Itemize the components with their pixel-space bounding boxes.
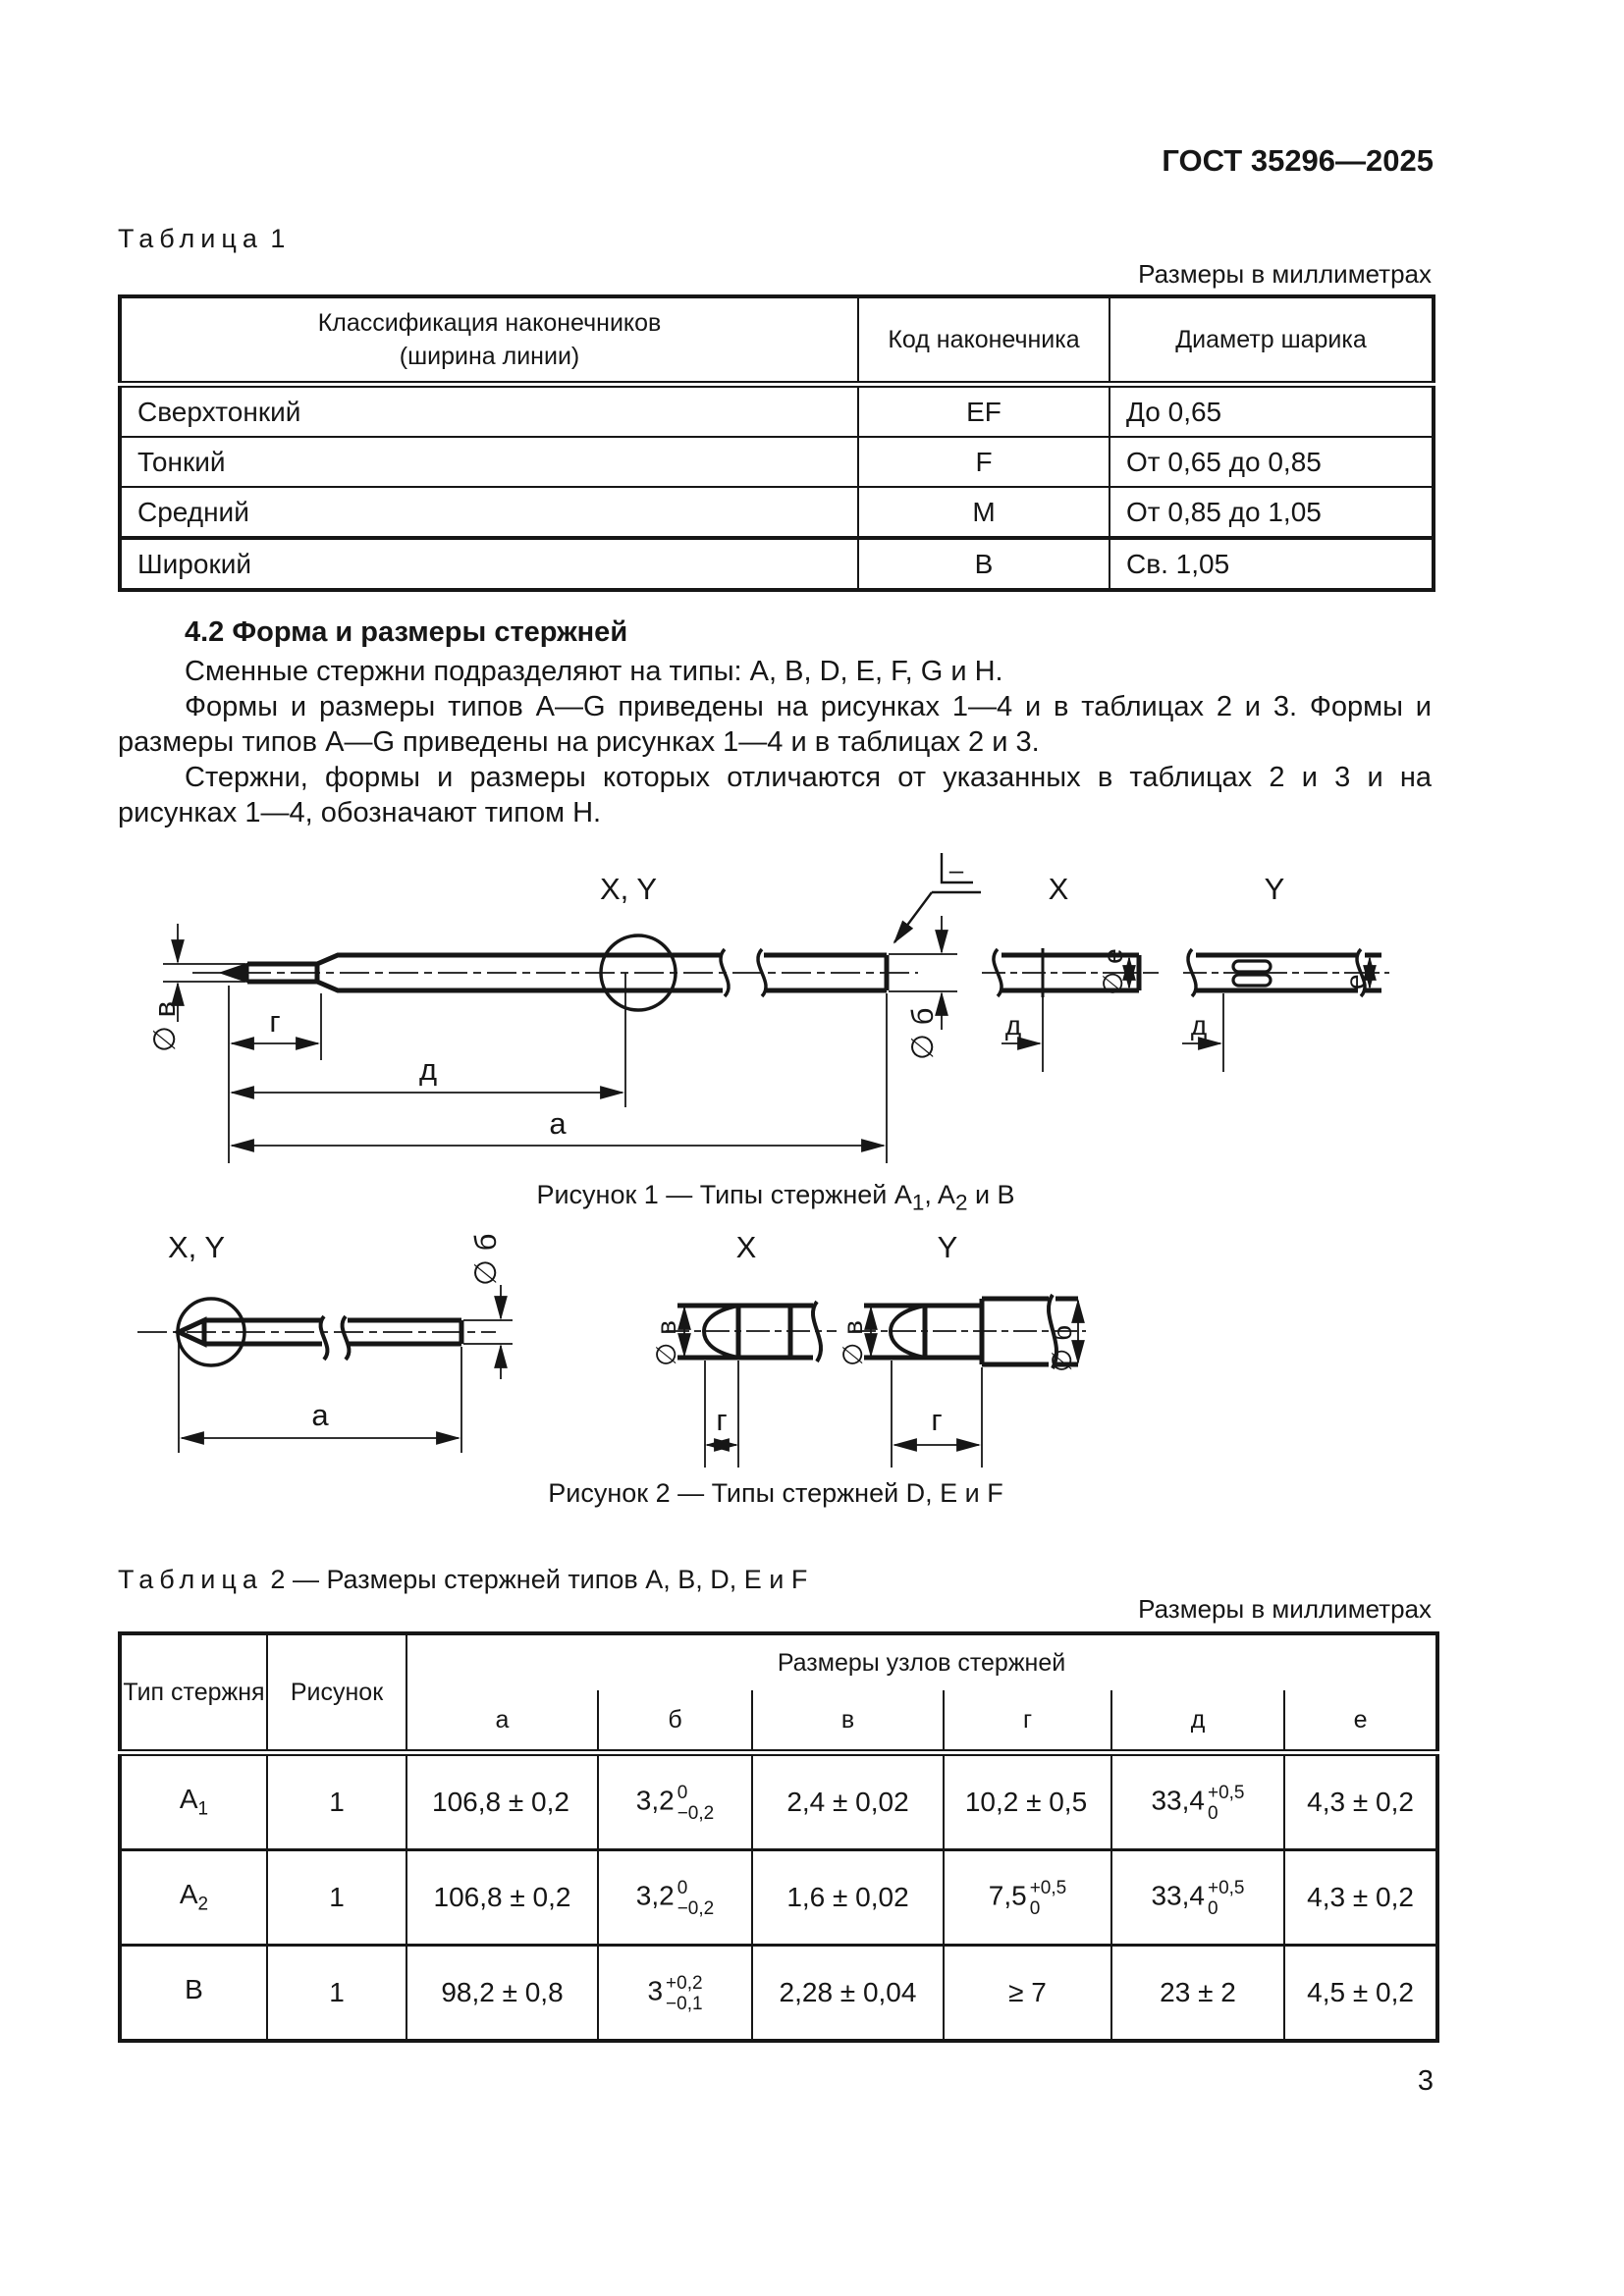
figure1-caption bbox=[118, 1180, 1434, 1215]
table2-units-note: Размеры в миллиметрах bbox=[1138, 1594, 1432, 1624]
type-sub: 1 bbox=[197, 1798, 209, 1820]
cell-g bbox=[944, 1946, 1111, 2042]
label-y: Y bbox=[937, 1230, 958, 1264]
value: 4,5 ± 0,2 bbox=[1307, 1977, 1414, 2007]
value: 106,8 ± 0,2 bbox=[432, 1787, 569, 1817]
table1-units-note: Размеры в миллиметрах bbox=[1138, 259, 1432, 289]
table2-col-a: а bbox=[406, 1690, 598, 1753]
cell-figure: 1 bbox=[267, 1753, 406, 1850]
table1-label-word: Таблица bbox=[118, 224, 263, 253]
table1-cell: M bbox=[858, 487, 1110, 538]
caption-sub: 2 bbox=[954, 1190, 968, 1215]
label-a: а bbox=[549, 1106, 567, 1141]
table1-cell: Св. 1,05 bbox=[1110, 538, 1434, 590]
table-row bbox=[120, 1753, 1437, 1850]
table2-col-d: д bbox=[1111, 1690, 1284, 1753]
table1-cell: F bbox=[858, 437, 1110, 487]
label-xy: X, Y bbox=[599, 872, 658, 906]
label-dia-b: ∅ б bbox=[905, 1007, 940, 1060]
caption-sub: 1 bbox=[911, 1190, 925, 1215]
cell-b bbox=[598, 1753, 752, 1850]
table1-col-classification bbox=[120, 296, 858, 385]
table2-col-g: г bbox=[944, 1690, 1111, 1753]
cell-a bbox=[406, 1850, 598, 1946]
table1-col-code: Код наконечника bbox=[858, 296, 1110, 385]
label-dia-e: ∅ е bbox=[1098, 948, 1128, 995]
value: 3,2 bbox=[635, 1880, 675, 1911]
label-a: а bbox=[311, 1398, 329, 1432]
table1-cell: Сверхтонкий bbox=[120, 385, 858, 438]
table1-col-diameter: Диаметр шарика bbox=[1110, 296, 1434, 385]
cell-d bbox=[1111, 1753, 1284, 1850]
table1-cell: До 0,65 bbox=[1110, 385, 1434, 438]
label-y: Y bbox=[1264, 872, 1285, 906]
paragraph: Сменные стержни подразделяют на типы: A, B, D, E, F, G и H. bbox=[185, 656, 1003, 687]
tolerance bbox=[1208, 1878, 1245, 1919]
value: 1,6 ± 0,02 bbox=[786, 1882, 909, 1912]
caption-text: , A bbox=[924, 1180, 955, 1209]
cell-figure: 1 bbox=[267, 1850, 406, 1946]
table2-col-e: е bbox=[1284, 1690, 1437, 1753]
cell-g bbox=[944, 1850, 1111, 1946]
value: 10,2 ± 0,5 bbox=[964, 1787, 1088, 1817]
label-dia-v: ∅ в bbox=[838, 1319, 868, 1366]
label-d: д bbox=[1004, 1010, 1022, 1041]
straightness-tolerance-frame bbox=[894, 853, 981, 942]
table-row bbox=[120, 1946, 1437, 2042]
table2-label-rest: — Размеры стержней типов A, B, D, E и F bbox=[292, 1565, 808, 1594]
break-line bbox=[321, 1316, 328, 1360]
table2-header-row1 bbox=[120, 1633, 1437, 1690]
table-row bbox=[120, 437, 1434, 487]
label-x: X bbox=[735, 1230, 757, 1264]
cell-b bbox=[598, 1850, 752, 1946]
table2 bbox=[118, 1631, 1439, 2043]
label-g: г bbox=[931, 1403, 943, 1437]
table-row bbox=[120, 487, 1434, 538]
table2-label-word: Таблица bbox=[118, 1565, 263, 1594]
value: 2,28 ± 0,04 bbox=[779, 1977, 917, 2007]
tol-sup: +0,5 bbox=[1207, 1878, 1245, 1898]
tolerance bbox=[666, 1973, 703, 2014]
table1-col1-line1: Классификация наконечников bbox=[317, 309, 662, 337]
straightness-icon: – bbox=[948, 855, 964, 884]
cell-e bbox=[1284, 1850, 1437, 1946]
label-d: д bbox=[1190, 1010, 1208, 1041]
tol-sup: +0,2 bbox=[666, 1973, 703, 1994]
cell-v bbox=[752, 1946, 944, 2042]
value: 4,3 ± 0,2 bbox=[1307, 1882, 1414, 1912]
section-body bbox=[118, 654, 1432, 830]
cell-e bbox=[1284, 1946, 1437, 2042]
table-row bbox=[120, 385, 1434, 438]
label-g: г bbox=[269, 1004, 281, 1039]
cell-a bbox=[406, 1946, 598, 2042]
table2-col-dims-group: Размеры узлов стержней bbox=[406, 1633, 1437, 1690]
table2-label bbox=[118, 1565, 807, 1595]
value: 2,4 ± 0,02 bbox=[786, 1787, 909, 1817]
doc-code-header: ГОСТ 35296—2025 bbox=[1162, 143, 1434, 178]
table1-header-row bbox=[120, 296, 1434, 385]
table1-cell: От 0,65 до 0,85 bbox=[1110, 437, 1434, 487]
table1-label bbox=[118, 224, 285, 254]
vent-slot bbox=[1233, 961, 1271, 972]
cell-e bbox=[1284, 1753, 1437, 1850]
tol-sup: +0,5 bbox=[1207, 1783, 1245, 1803]
value: 7,5 bbox=[988, 1880, 1027, 1911]
value: 98,2 ± 0,8 bbox=[441, 1977, 564, 2007]
tolerance bbox=[677, 1783, 715, 1824]
tolerance bbox=[1030, 1878, 1067, 1919]
tube-bottom bbox=[317, 982, 723, 990]
label-dia-b: ∅ б bbox=[1047, 1324, 1077, 1372]
vent-slot bbox=[1233, 975, 1271, 986]
type-base: B bbox=[185, 1974, 203, 2005]
table-row bbox=[120, 538, 1434, 590]
value: ≥ 7 bbox=[1008, 1977, 1047, 2007]
type-base: A bbox=[179, 1784, 198, 1815]
page-number: 3 bbox=[1417, 2065, 1434, 2097]
cell-figure: 1 bbox=[267, 1946, 406, 2042]
tol-sub: 0 bbox=[1207, 1898, 1218, 1919]
cell-v bbox=[752, 1753, 944, 1850]
table2-label-num: 2 bbox=[270, 1565, 286, 1594]
tol-sup: +0,5 bbox=[1029, 1878, 1067, 1898]
tol-sup: 0 bbox=[677, 1783, 688, 1803]
break-line bbox=[343, 1316, 350, 1360]
value: 3,2 bbox=[635, 1785, 675, 1816]
label-dia-v: ∅ в bbox=[651, 1319, 681, 1366]
label-d: д bbox=[418, 1052, 438, 1087]
value: 4,3 ± 0,2 bbox=[1307, 1787, 1414, 1817]
tol-sub: 0 bbox=[1207, 1803, 1218, 1824]
section-heading: 4.2 Форма и размеры стержней bbox=[185, 616, 628, 648]
figure2-drawing bbox=[118, 1222, 1434, 1517]
table1-col1-line2: (ширина линии) bbox=[399, 343, 580, 370]
caption-text: и B bbox=[967, 1180, 1015, 1209]
cell-d bbox=[1111, 1850, 1284, 1946]
table1 bbox=[118, 294, 1435, 592]
table2-col-type: Тип стержня bbox=[120, 1633, 267, 1753]
value: 106,8 ± 0,2 bbox=[433, 1882, 571, 1912]
cell-b bbox=[598, 1946, 752, 2042]
table2-col-v: в bbox=[752, 1690, 944, 1753]
tol-sub: 0 bbox=[1029, 1898, 1041, 1919]
tube-top bbox=[317, 955, 723, 964]
cell-g bbox=[944, 1753, 1111, 1850]
label-e: е bbox=[1340, 974, 1371, 989]
cell-a bbox=[406, 1753, 598, 1850]
table1-cell: Средний bbox=[120, 487, 858, 538]
leader-line bbox=[894, 892, 932, 942]
figure2-caption: Рисунок 2 — Типы стержней D, E и F bbox=[548, 1478, 1003, 1508]
caption-text: Рисунок 1 — Типы стержней A bbox=[536, 1180, 912, 1209]
type-sub: 2 bbox=[197, 1894, 209, 1915]
label-g: г bbox=[716, 1403, 728, 1437]
tol-sub: −0,1 bbox=[666, 1994, 703, 2014]
ball-tip bbox=[220, 963, 248, 983]
type-base: A bbox=[179, 1879, 198, 1910]
table1-cell: B bbox=[858, 538, 1110, 590]
figure2-dimension-lines bbox=[137, 1285, 1086, 1468]
cell-type bbox=[120, 1946, 267, 2042]
value: 33,4 bbox=[1151, 1785, 1205, 1816]
cell-type bbox=[120, 1753, 267, 1850]
value: 23 ± 2 bbox=[1160, 1977, 1236, 2007]
label-x: X bbox=[1048, 872, 1069, 906]
table1-cell: От 0,85 до 1,05 bbox=[1110, 487, 1434, 538]
table1-cell: Тонкий bbox=[120, 437, 858, 487]
label-dia-b: ∅ б bbox=[468, 1233, 503, 1286]
figure1-drawing bbox=[118, 834, 1434, 1178]
tol-sub: −0,2 bbox=[677, 1898, 715, 1919]
cell-d bbox=[1111, 1946, 1284, 2042]
cell-type bbox=[120, 1850, 267, 1946]
table-row bbox=[120, 1850, 1437, 1946]
paragraph: Формы и размеры типов A—G приведены на рисунках 1—4 и в таблицах 2 и 3. Формы и размеры типов A—G приведены на рисунках 1—4 и в таблицах 2 и 3. bbox=[118, 691, 1432, 758]
tolerance bbox=[1208, 1783, 1245, 1824]
tol-sub: −0,2 bbox=[677, 1803, 715, 1824]
table1-cell: EF bbox=[858, 385, 1110, 438]
cell-v bbox=[752, 1850, 944, 1946]
tolerance bbox=[677, 1878, 715, 1919]
value: 3 bbox=[647, 1975, 664, 2006]
table1-label-num: 1 bbox=[270, 224, 286, 253]
tol-sup: 0 bbox=[677, 1878, 688, 1898]
table2-col-figure: Рисунок bbox=[267, 1633, 406, 1753]
paragraph: Стержни, формы и размеры которых отличаются от указанных в таблицах 2 и 3 и на рисунках 1—4, обозначают типом H. bbox=[118, 762, 1432, 828]
label-dia-v: ∅ в bbox=[147, 1000, 182, 1052]
table2-col-b: б bbox=[598, 1690, 752, 1753]
value: 33,4 bbox=[1151, 1880, 1205, 1911]
label-xy: X, Y bbox=[167, 1230, 226, 1264]
table1-cell: Широкий bbox=[120, 538, 858, 590]
